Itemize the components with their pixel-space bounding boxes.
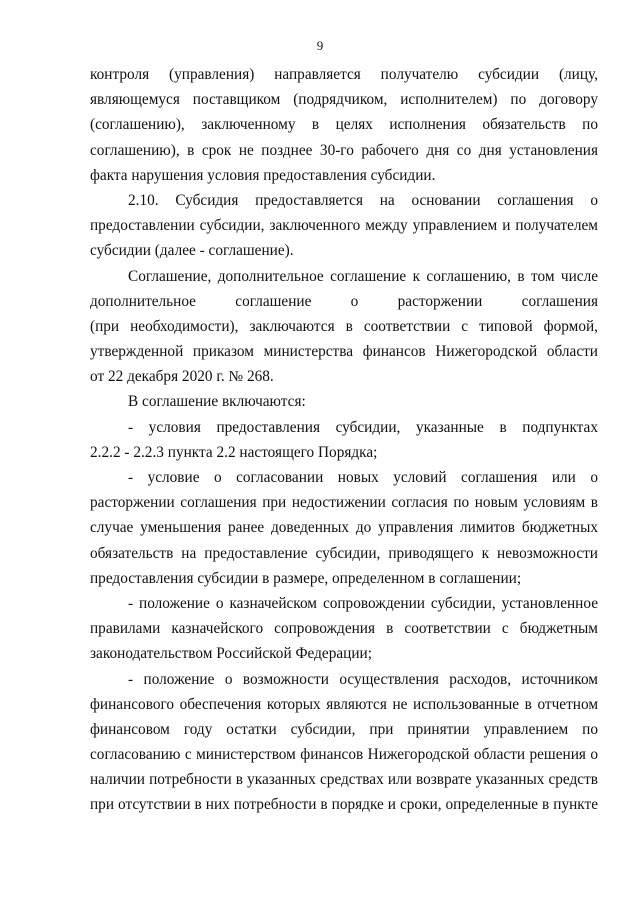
text-line: (соглашению), заключенному в целях исполнения обязательств по <box>90 116 598 134</box>
text-line: финансового обеспечения которых являются не использованные в отчетном <box>90 695 598 713</box>
text-line: 2.2.2 - 2.2.3 пункта 2.2 настоящего Порядка; <box>90 443 378 461</box>
text-line: предоставлении субсидии, заключенного между управлением и получателем <box>90 217 598 235</box>
text-line: согласованию с министерством финансов Нижегородской области решения о <box>90 746 598 764</box>
text-line: (при необходимости), заключаются в соответствии с типовой формой, <box>90 317 598 335</box>
page-number: 9 <box>316 38 324 53</box>
text-line: соглашению), в срок не позднее 30-го рабочего дня со дня установления <box>90 141 598 159</box>
text-line: - положение о казначейском сопровождении субсидии, установленное <box>128 594 598 612</box>
text-line: правилами казначейского сопровождения в соответствии с бюджетным <box>90 620 598 638</box>
text-line: при отсутствии в них потребности в порядке и сроки, определенные в пункте <box>90 796 598 814</box>
text-line: утвержденной приказом министерства финансов Нижегородской области <box>90 343 598 361</box>
text-line: законодательством Российской Федерации; <box>90 645 372 663</box>
text-line: - условие о согласовании новых условий соглашения или о <box>128 469 598 486</box>
text-line: - положение о возможности осуществления расходов, источником <box>128 670 598 688</box>
document-body <box>90 62 598 818</box>
text-line: финансовом году остатки субсидии, при принятии управлением по <box>90 720 598 738</box>
text-line: контроля (управления) направляется получателю субсидии (лицу, <box>90 66 598 83</box>
text-line: от 22 декабря 2020 г. № 268. <box>90 368 274 386</box>
text-line: расторжении соглашения при недостижении согласия по новым условиям в <box>90 494 598 512</box>
text-line: случае уменьшения ранее доведенных до управления лимитов бюджетных <box>90 519 598 537</box>
text-line: 2.10. Субсидия предоставляется на основании соглашения о <box>128 191 598 209</box>
text-line: дополнительное соглашение о расторжении соглашения <box>90 292 598 310</box>
text-line: субсидии (далее - соглашение). <box>90 242 294 260</box>
text-line: предоставления субсидии в размере, определенном в соглашении; <box>90 569 522 587</box>
text-line: являющемуся поставщиком (подрядчиком, исполнителем) по договору <box>90 91 598 109</box>
text-line: В соглашение включаются: <box>128 393 306 411</box>
text-line: - условия предоставления субсидии, указанные в подпунктах <box>128 418 598 436</box>
text-line: обязательств на предоставление субсидии, приводящего к невозможности <box>90 544 598 562</box>
text-line: факта нарушения условия предоставления субсидии. <box>90 166 436 184</box>
text-line: Соглашение, дополнительное соглашение к соглашению, в том числе <box>128 267 598 285</box>
text-line: наличии потребности в указанных средствах или возврате указанных средств <box>90 771 598 789</box>
